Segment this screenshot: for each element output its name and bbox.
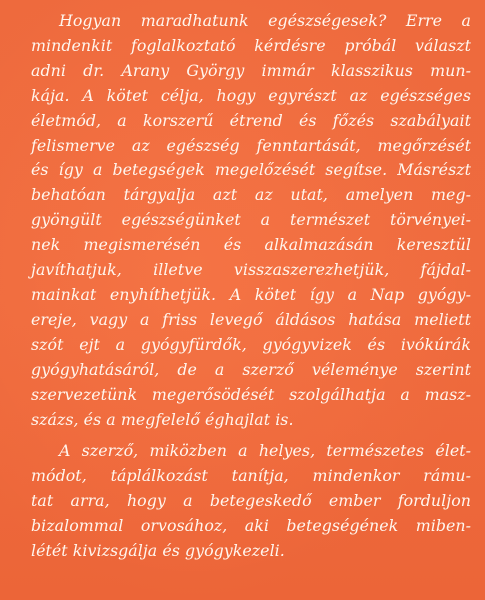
text-line: adni dr. Arany György immár klasszikus mun- (31, 60, 471, 80)
text-line: módot, táplálkozást tanítja, mindenkor rámu- (31, 466, 471, 486)
text-line: mainkat enyhíthetjük. A kötet így a Nap gyógy- (31, 284, 471, 304)
text-line: ereje, vagy a friss levegő áldásos hatása meliett (31, 309, 471, 329)
text-line: gyöngült egészségünket a természet törvényei- (31, 210, 471, 230)
text-line: A szerző, miközben a helyes, természetes élet- (59, 441, 471, 461)
blurb-text (31, 9, 471, 564)
text-line: felismerve az egészség fenntartását, megőrzését (31, 135, 471, 155)
text-line: nek megismerésén és alkalmazásán keresztül (31, 235, 471, 255)
text-line: kája. A kötet célja, hogy egyrészt az egészséges (31, 85, 471, 105)
text-line: Hogyan maradhatunk egészségesek? Erre a (59, 11, 471, 30)
text-line: behatóan tárgyalja azt az utat, amelyen meg- (31, 185, 471, 205)
text-line: életmód, a korszerű étrend és főzés szabályait (31, 110, 471, 130)
paragraph-2 (31, 439, 471, 564)
text-line: létét kivizsgálja és gyógykezeli. (31, 541, 285, 561)
paragraph-1 (31, 9, 471, 432)
text-line: mindenkit foglalkoztató kérdésre próbál választ (31, 35, 471, 55)
paragraph-spacer (31, 432, 471, 439)
text-line: százs, és a megfelelő éghajlat is. (31, 409, 294, 429)
text-line: javíthatjuk, illetve visszaszerezhetjük, fájdal- (31, 260, 471, 280)
text-line: szervezetünk megerősödését szolgálhatja a masz- (31, 384, 471, 404)
text-line: bizalommal orvosához, aki betegségének miben- (31, 516, 471, 536)
text-line: gyógyhatásáról, de a szerző véleménye szerint (31, 359, 471, 379)
text-line: és így a betegségek megelőzését segítse. Másrészt (31, 160, 471, 180)
text-line: tat arra, hogy a betegeskedő ember forduljon (31, 491, 471, 511)
text-line: szót ejt a gyógyfürdők, gyógyvizek és ivókúrák (31, 334, 471, 354)
